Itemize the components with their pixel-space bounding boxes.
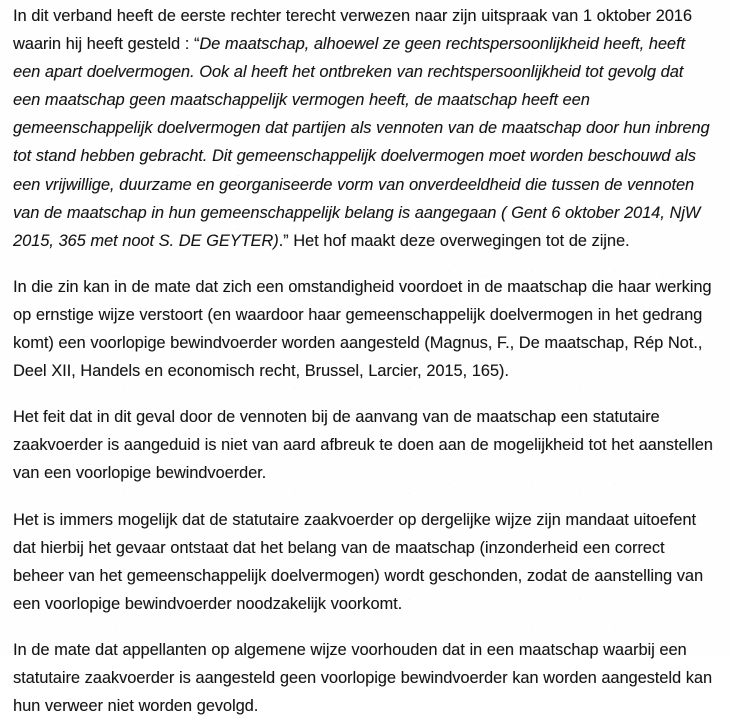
body-text: Het is immers mogelijk dat de statutaire zaakvoerder op dergelijke wijze zijn mandaat uitoefent dat hierbij het gevaar ontstaat dat het belang van de maatschap (inzonderheid een correct beheer van het gemeenschappelijk doelvermogen) wordt geschonden, zodat de aanstelling van een voorlopige bewindvoerder noodzakelijk voorkomt. — [13, 510, 704, 613]
paragraph — [13, 403, 713, 487]
document-text-body — [13, 2, 713, 720]
paragraph — [13, 506, 713, 618]
body-text: In de mate dat appellanten op algemene wijze voorhouden dat in een maatschap waarbij een statutaire zaakvoerder is aangesteld geen voorlopige bewindvoerder kan worden aangesteld kan hun verweer niet worden gevolgd. — [13, 640, 713, 716]
body-text: Het feit dat in dit geval door de vennoten bij de aanvang van de maatschap een statutaire zaakvoerder is aangeduid is niet van aard afbreuk te doen aan de mogelijkheid tot het aanstellen van een voorlopige bewindvoerder. — [13, 408, 713, 483]
paragraph — [13, 636, 713, 720]
body-text: In die zin kan in de mate dat zich een omstandigheid voordoet in de maatschap die haar werking op ernstige wijze verstoort (en waardoor haar gemeenschappelijk doelvermogen in het gedrang komt) een voorlopige bewindvoerder worden aangesteld (Magnus, F., De maatschap, Rép Not., Deel XII, Handels en economisch recht, Brussel, Larcier, 2015, 165). — [13, 277, 712, 381]
body-text: .” Het hof maakt deze overwegingen tot de zijne. — [278, 231, 630, 250]
quoted-italic-text: De maatschap, alhoewel ze geen rechtspersoonlijkheid heeft, heeft een apart doelvermogen. Ook al heeft het ontbreken van rechtspersoonlijkheid tot gevolg dat een maatschap geen maatschappelijk vermogen heeft, de maatschap heeft een gemeenschappelijk doelvermogen dat partijen als vennoten van de maatschap door hun inbreng tot stand hebben gebracht. Dit gemeenschappelijk doelvermogen moet worden beschouwd als een vrijwillige, duurzame en georganiseerde vorm van onverdeeldheid die tussen de vennoten van de maatschap in hun gemeenschappelijk belang is aangegaan ( Gent 6 oktober 2014, NjW 2015, 365 met noot S. DE GEYTER) — [13, 35, 710, 250]
paragraph — [13, 2, 713, 255]
body-text: In dit verband heeft de eerste rechter terecht verwezen naar zijn uitspraak van 1 oktober 2016 waarin hij heeft gesteld : “ — [13, 7, 692, 54]
paragraph — [13, 273, 713, 385]
